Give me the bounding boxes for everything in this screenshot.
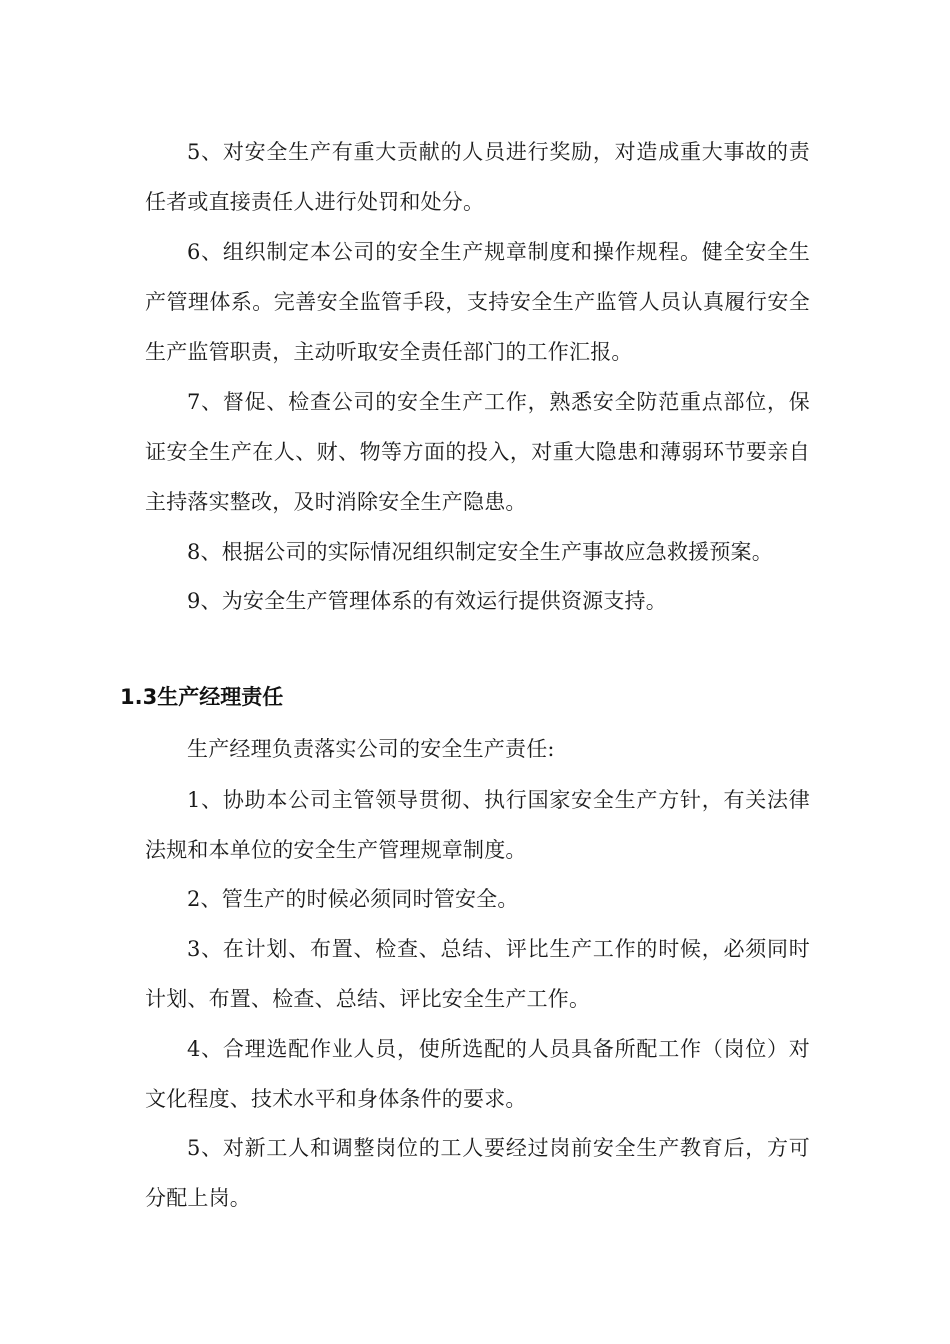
paragraph-item-5b: 5、对新工人和调整岗位的工人要经过岗前安全生产教育后，方可分配上岗。 [145, 1136, 810, 1210]
paragraph-item-6: 6、组织制定本公司的安全生产规章制度和操作规程。健全安全生产管理体系。完善安全监管手段，支持安全生产监管人员认真履行安全生产监管职责，主动听取安全责任部门的工作汇报。 [145, 240, 810, 364]
paragraph-item-4: 4、合理选配作业人员，使所选配的人员具备所配工作（岗位）对文化程度、技术水平和身体条件的要求。 [145, 1037, 810, 1111]
paragraph-item-7: 7、督促、检查公司的安全生产工作，熟悉安全防范重点部位，保证安全生产在人、财、物等方面的投入，对重大隐患和薄弱环节要亲自主持落实整改，及时消除安全生产隐患。 [145, 390, 810, 514]
paragraph-item-2: 2、管生产的时候必须同时管安全。 [187, 887, 519, 911]
section-heading: 1.3生产经理责任 [120, 685, 284, 709]
section-intro: 生产经理负责落实公司的安全生产责任: [187, 737, 555, 761]
paragraph-item-3: 3、在计划、布置、检查、总结、评比生产工作的时候，必须同时计划、布置、检查、总结、评比安全生产工作。 [145, 937, 810, 1011]
paragraph-item-1: 1、协助本公司主管领导贯彻、执行国家安全生产方针，有关法律法规和本单位的安全生产管理规章制度。 [145, 788, 810, 862]
paragraph-item-8: 8、根据公司的实际情况组织制定安全生产事故应急救援预案。 [187, 540, 773, 564]
paragraph-item-9: 9、为安全生产管理体系的有效运行提供资源支持。 [187, 589, 667, 613]
paragraph-item-5: 5、对安全生产有重大贡献的人员进行奖励，对造成重大事故的责任者或直接责任人进行处罚和处分。 [145, 140, 810, 214]
